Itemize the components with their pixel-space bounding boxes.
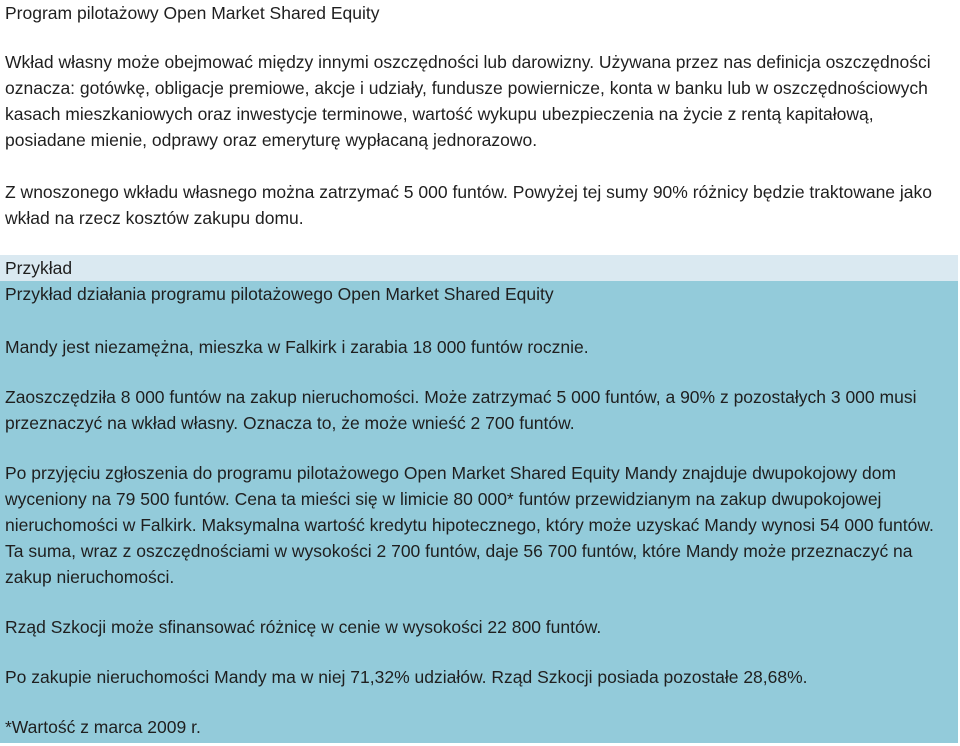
example-paragraph: Rząd Szkocji może sfinansować różnicę w cenie w wysokości 22 800 funtów. bbox=[5, 617, 602, 637]
example-paragraph: Po przyjęciu zgłoszenia do programu pilotażowego Open Market Shared Equity Mandy znajduje dwupokojowy dom wyceniony na 79 500 funtów. Cena ta mieści się w limicie 80 000* funtów przewidzianym na zakup dwupokojowej nieruchomości w Falkirk. Maksymalna wartość kredytu hipotecznego, który może uzyskać Mandy wynosi 54 000 funtów. Ta suma, wraz z oszczędnościami w wysokości 2 700 funtów, daje 56 700 funtów, które Mandy może przeznaczyć na zakup nieruchomości. bbox=[5, 463, 934, 587]
example-header-label: Przykład bbox=[5, 258, 73, 278]
retention-limit-paragraph: Z wnoszonego wkładu własnego można zatrzymać 5 000 funtów. Powyżej tej sumy 90% różnicy będzie traktowane jako wkład na rzecz kosztów zakupu domu. bbox=[5, 182, 932, 228]
example-box bbox=[0, 281, 958, 743]
example-footnote: *Wartość z marca 2009 r. bbox=[5, 717, 201, 737]
example-paragraph: Zaoszczędziła 8 000 funtów na zakup nieruchomości. Może zatrzymać 5 000 funtów, a 90% z pozostałych 3 000 musi przeznaczyć na wkład własny. Oznacza to, że może wnieść 2 700 funtów. bbox=[5, 387, 917, 433]
savings-definition-paragraph: Wkład własny może obejmować między innymi oszczędności lub darowizny. Używana przez nas definicja oszczędności oznacza: gotówkę, obligacje premiowe, akcje i udziały, fundusze powiernicze, konta w banku lub w oszczędnościowych kasach mieszkaniowych oraz inwestycje terminowe, wartość wykupu ubezpieczenia na życie z rentą kapitałową, posiadane mienie, odprawy oraz emeryturę wypłacaną jednorazowo. bbox=[5, 52, 931, 150]
example-paragraph: Mandy jest niezamężna, mieszka w Falkirk i zarabia 18 000 funtów rocznie. bbox=[5, 337, 589, 357]
page-title: Program pilotażowy Open Market Shared Equity bbox=[5, 3, 380, 23]
example-header bbox=[0, 255, 958, 281]
example-title: Przykład działania programu pilotażowego Open Market Shared Equity bbox=[5, 284, 554, 304]
example-paragraph: Po zakupie nieruchomości Mandy ma w niej 71,32% udziałów. Rząd Szkocji posiada pozostałe 28,68%. bbox=[5, 667, 808, 687]
